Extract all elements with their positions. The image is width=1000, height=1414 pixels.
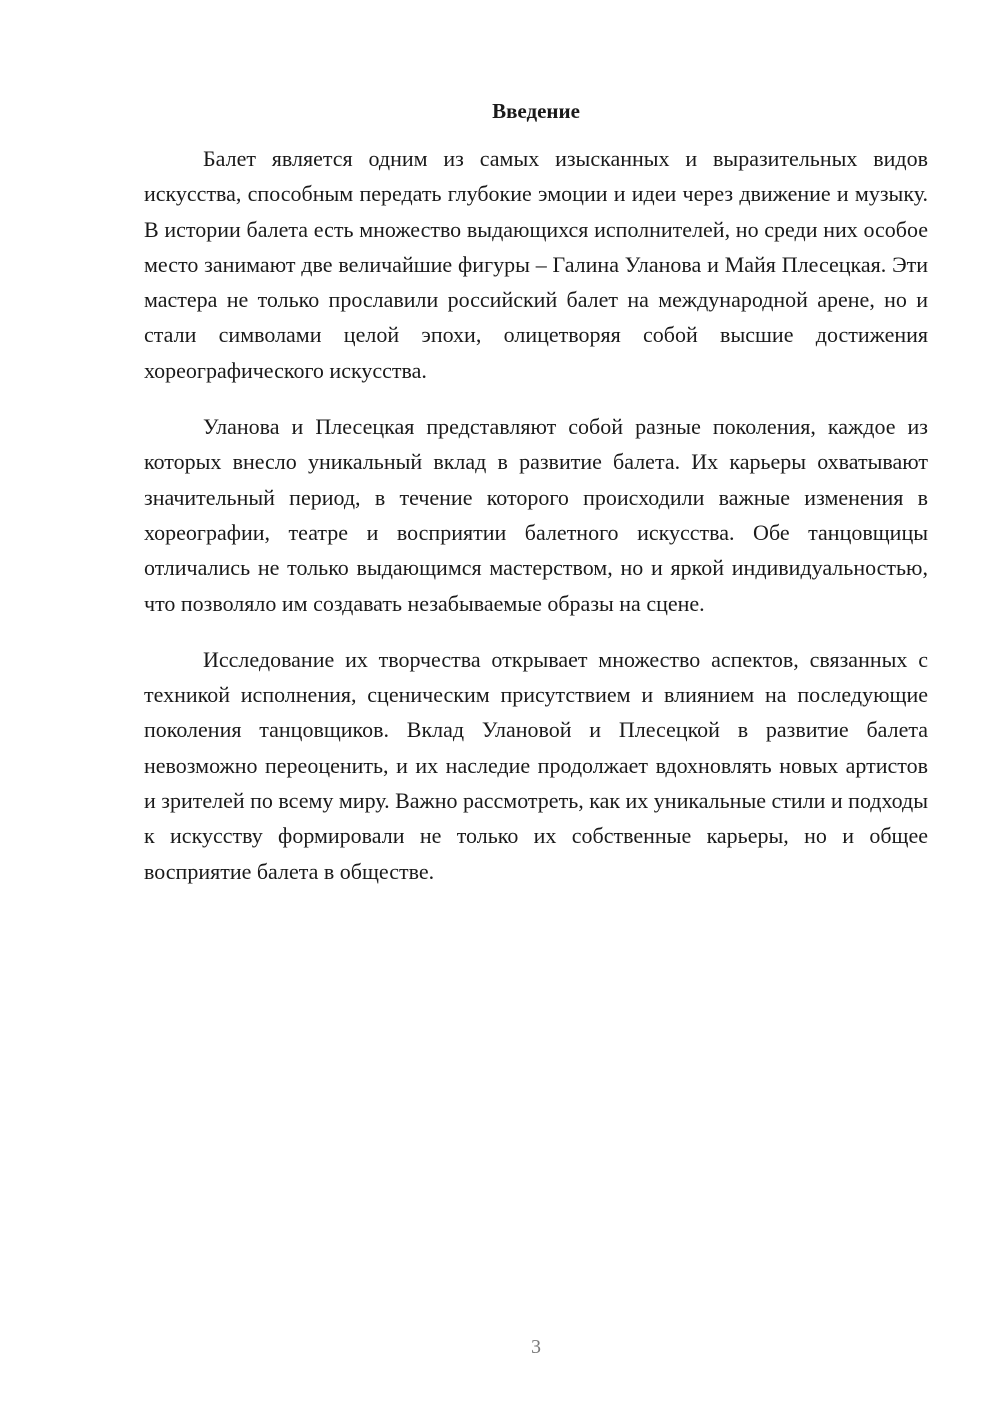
paragraph-1: Балет является одним из самых изысканных и выразительных видов искусства, способным передать глубокие эмоции и идеи через движение и музыку. В истории балета есть множество выдающихся исполнителей, но среди них особое место занимают две величайшие фигуры – Галина Уланова и Майя Плесецкая. Эти мастера не только прославили российский балет на международной арене, но и стали символами целой эпохи, олицетворяя собой высшие достижения хореографического искусства.	[144, 146, 928, 383]
body-text	[144, 141, 928, 910]
section-heading: Введение	[492, 99, 580, 123]
paragraph-3: Исследование их творчества открывает множество аспектов, связанных с техникой исполнения, сценическим присутствием и влиянием на последующие поколения танцовщиков. Вклад Улановой и Плесецкой в развитие балета невозможно переоценить, и их наследие продолжает вдохновлять новых артистов и зрителей по всему миру. Важно рассмотреть, как их уникальные стили и подходы к искусству формировали не только их собственные карьеры, но и общее восприятие балета в обществе.	[144, 646, 929, 884]
page-number: 3	[531, 1336, 541, 1358]
paragraph-2: Уланова и Плесецкая представляют собой разные поколения, каждое из которых внесло уникальный вклад в развитие балета. Их карьеры охватывают значительный период, в течение которого происходили важные изменения в хореографии, театре и восприятии балетного искусства. Обе танцовщицы отличались не только выдающимся мастерством, но и яркой индивидуальностью, что позволяло им создавать незабываемые образы на сцене.	[144, 414, 928, 616]
